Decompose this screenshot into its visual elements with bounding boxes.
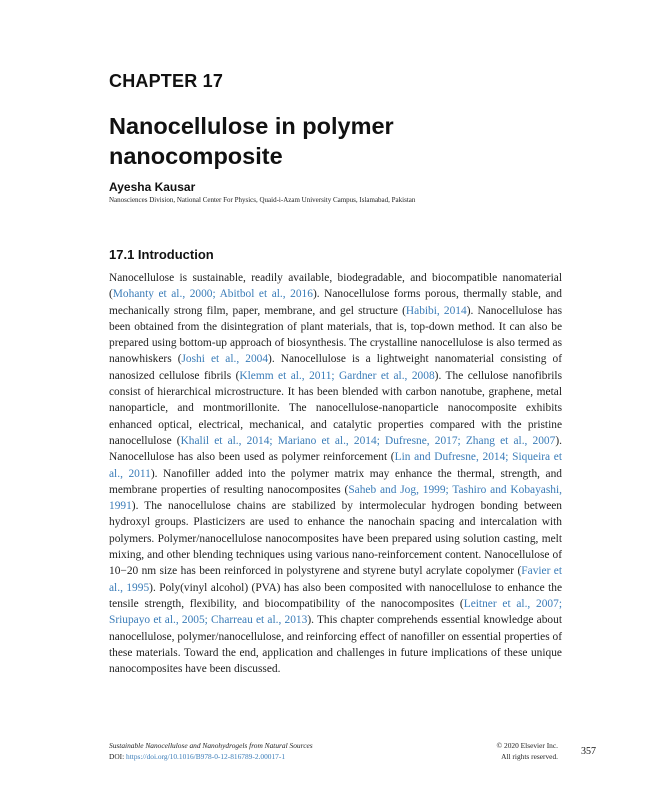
book-title: Sustainable Nanocellulose and Nanohydrogels from Natural Sources (109, 741, 313, 750)
paragraph-text: Nanocellulose is sustainable, readily available, biodegradable, and biocompatible nanomaterial ( (109, 272, 562, 301)
footer-left (109, 741, 313, 762)
author-name: Ayesha Kausar (109, 180, 196, 194)
paragraph-text: ). This chapter comprehends essential knowledge about nanocellulose, polymer/nanocellulose, and reinforcing effect of nanofiller on essential properties of these materials. Toward the end, application and challenges in future implications of these unique nanocomposites have been discussed. (109, 614, 562, 676)
rights-reserved: All rights reserved. (501, 751, 558, 761)
citation-link[interactable]: Favier et al., 1995 (109, 565, 563, 594)
paragraph-text: ). Nanocellulose has been obtained from the disintegration of plant materials, that is, top-down method. It can also be prepared using bottom-up approach of biosynthesis. The crystalline nanocellulose is also termed as nanowhiskers ( (109, 304, 562, 366)
paragraph-text: ). Poly(vinyl alcohol) (PVA) has also been composited with nanocellulose to enhance the tensile strength, flexibility, and biocompatibility of the nanocomposites ( (109, 581, 562, 610)
paragraph-text: ). Nanocellulose has also been used as polymer reinforcement ( (109, 434, 562, 464)
introduction-paragraph (109, 270, 562, 677)
citation-link[interactable]: Joshi et al., 2004 (181, 353, 269, 366)
paragraph-text: ). Nanocellulose forms porous, thermally stable, and mechanically strong film, paper, membrane, and gel structure ( (109, 288, 562, 317)
citation-link[interactable]: Khalil et al., 2014; Mariano et al., 2014; Dufresne, 2017; Zhang et al., 2007 (180, 434, 556, 447)
citation-link[interactable]: Klemm et al., 2011; Gardner et al., 2008 (239, 369, 435, 382)
footer-right (497, 741, 558, 762)
doi-prefix: DOI: (109, 751, 127, 761)
paragraph-text: ). Nanocellulose is a lightweight nanomaterial consisting of nanosized cellulose fibrils ( (109, 353, 562, 382)
citation-link[interactable]: Saheb and Jog, 1999; Tashiro and Kobayashi, 1991 (109, 483, 562, 513)
paragraph-text: ). Nanofiller added into the polymer matrix may enhance the thermal, strength, and membrane properties of resulting nanocomposites ( (109, 467, 562, 496)
chapter-title: Nanocellulose in polymer nanocomposite (109, 113, 394, 169)
doi-link[interactable]: https://doi.org/10.1016/B978-0-12-816789-2.00017-1 (126, 751, 286, 761)
citation-link[interactable]: Lin and Dufresne, 2014; Siqueira et al., 2011 (109, 451, 562, 480)
chapter-label: CHAPTER 17 (109, 71, 224, 91)
paragraph-text: ). The nanocellulose chains are stabilized by intermolecular hydrogen bonding between hydroxyl groups. Plasticizers are used to enhance the nanochain spacing and intercalation with polymers. Polymer/nanocellulose nanocomposites have been prepared using solution casting, melt mixing, and other blending techniques using various nano-reinforcement content. Nanocellulose of 10−20 nm size has been reinforced in polystyrene and styrene butyl acrylate copolymer ( (109, 500, 562, 578)
paragraph-text: ). The cellulose nanofibrils consist of hierarchical microstructure. It has been blended with carbon nanotube, graphene, metal nanoparticle, and montmorillonite. The nanocellulose-nanoparticle nanocomposite exhibits enhanced optical, electrical, mechanical, and catalytic properties compared with the pristine nanocellulose ( (109, 369, 562, 447)
page-number: 357 (581, 746, 596, 757)
section-heading: 17.1 Introduction (109, 247, 214, 262)
copyright: © 2020 Elsevier Inc. (496, 741, 558, 750)
citation-link[interactable]: Habibi, 2014 (405, 304, 467, 317)
author-affiliation: Nanosciences Division, National Center For Physics, Quaid-i-Azam University Campus, Islamabad, Pakistan (109, 196, 416, 204)
citation-link[interactable]: Leitner et al., 2007; Sriupayo et al., 2005; Charreau et al., 2013 (109, 597, 562, 627)
citation-link[interactable]: Mohanty et al., 2000; Abitbol et al., 2016 (112, 288, 313, 301)
